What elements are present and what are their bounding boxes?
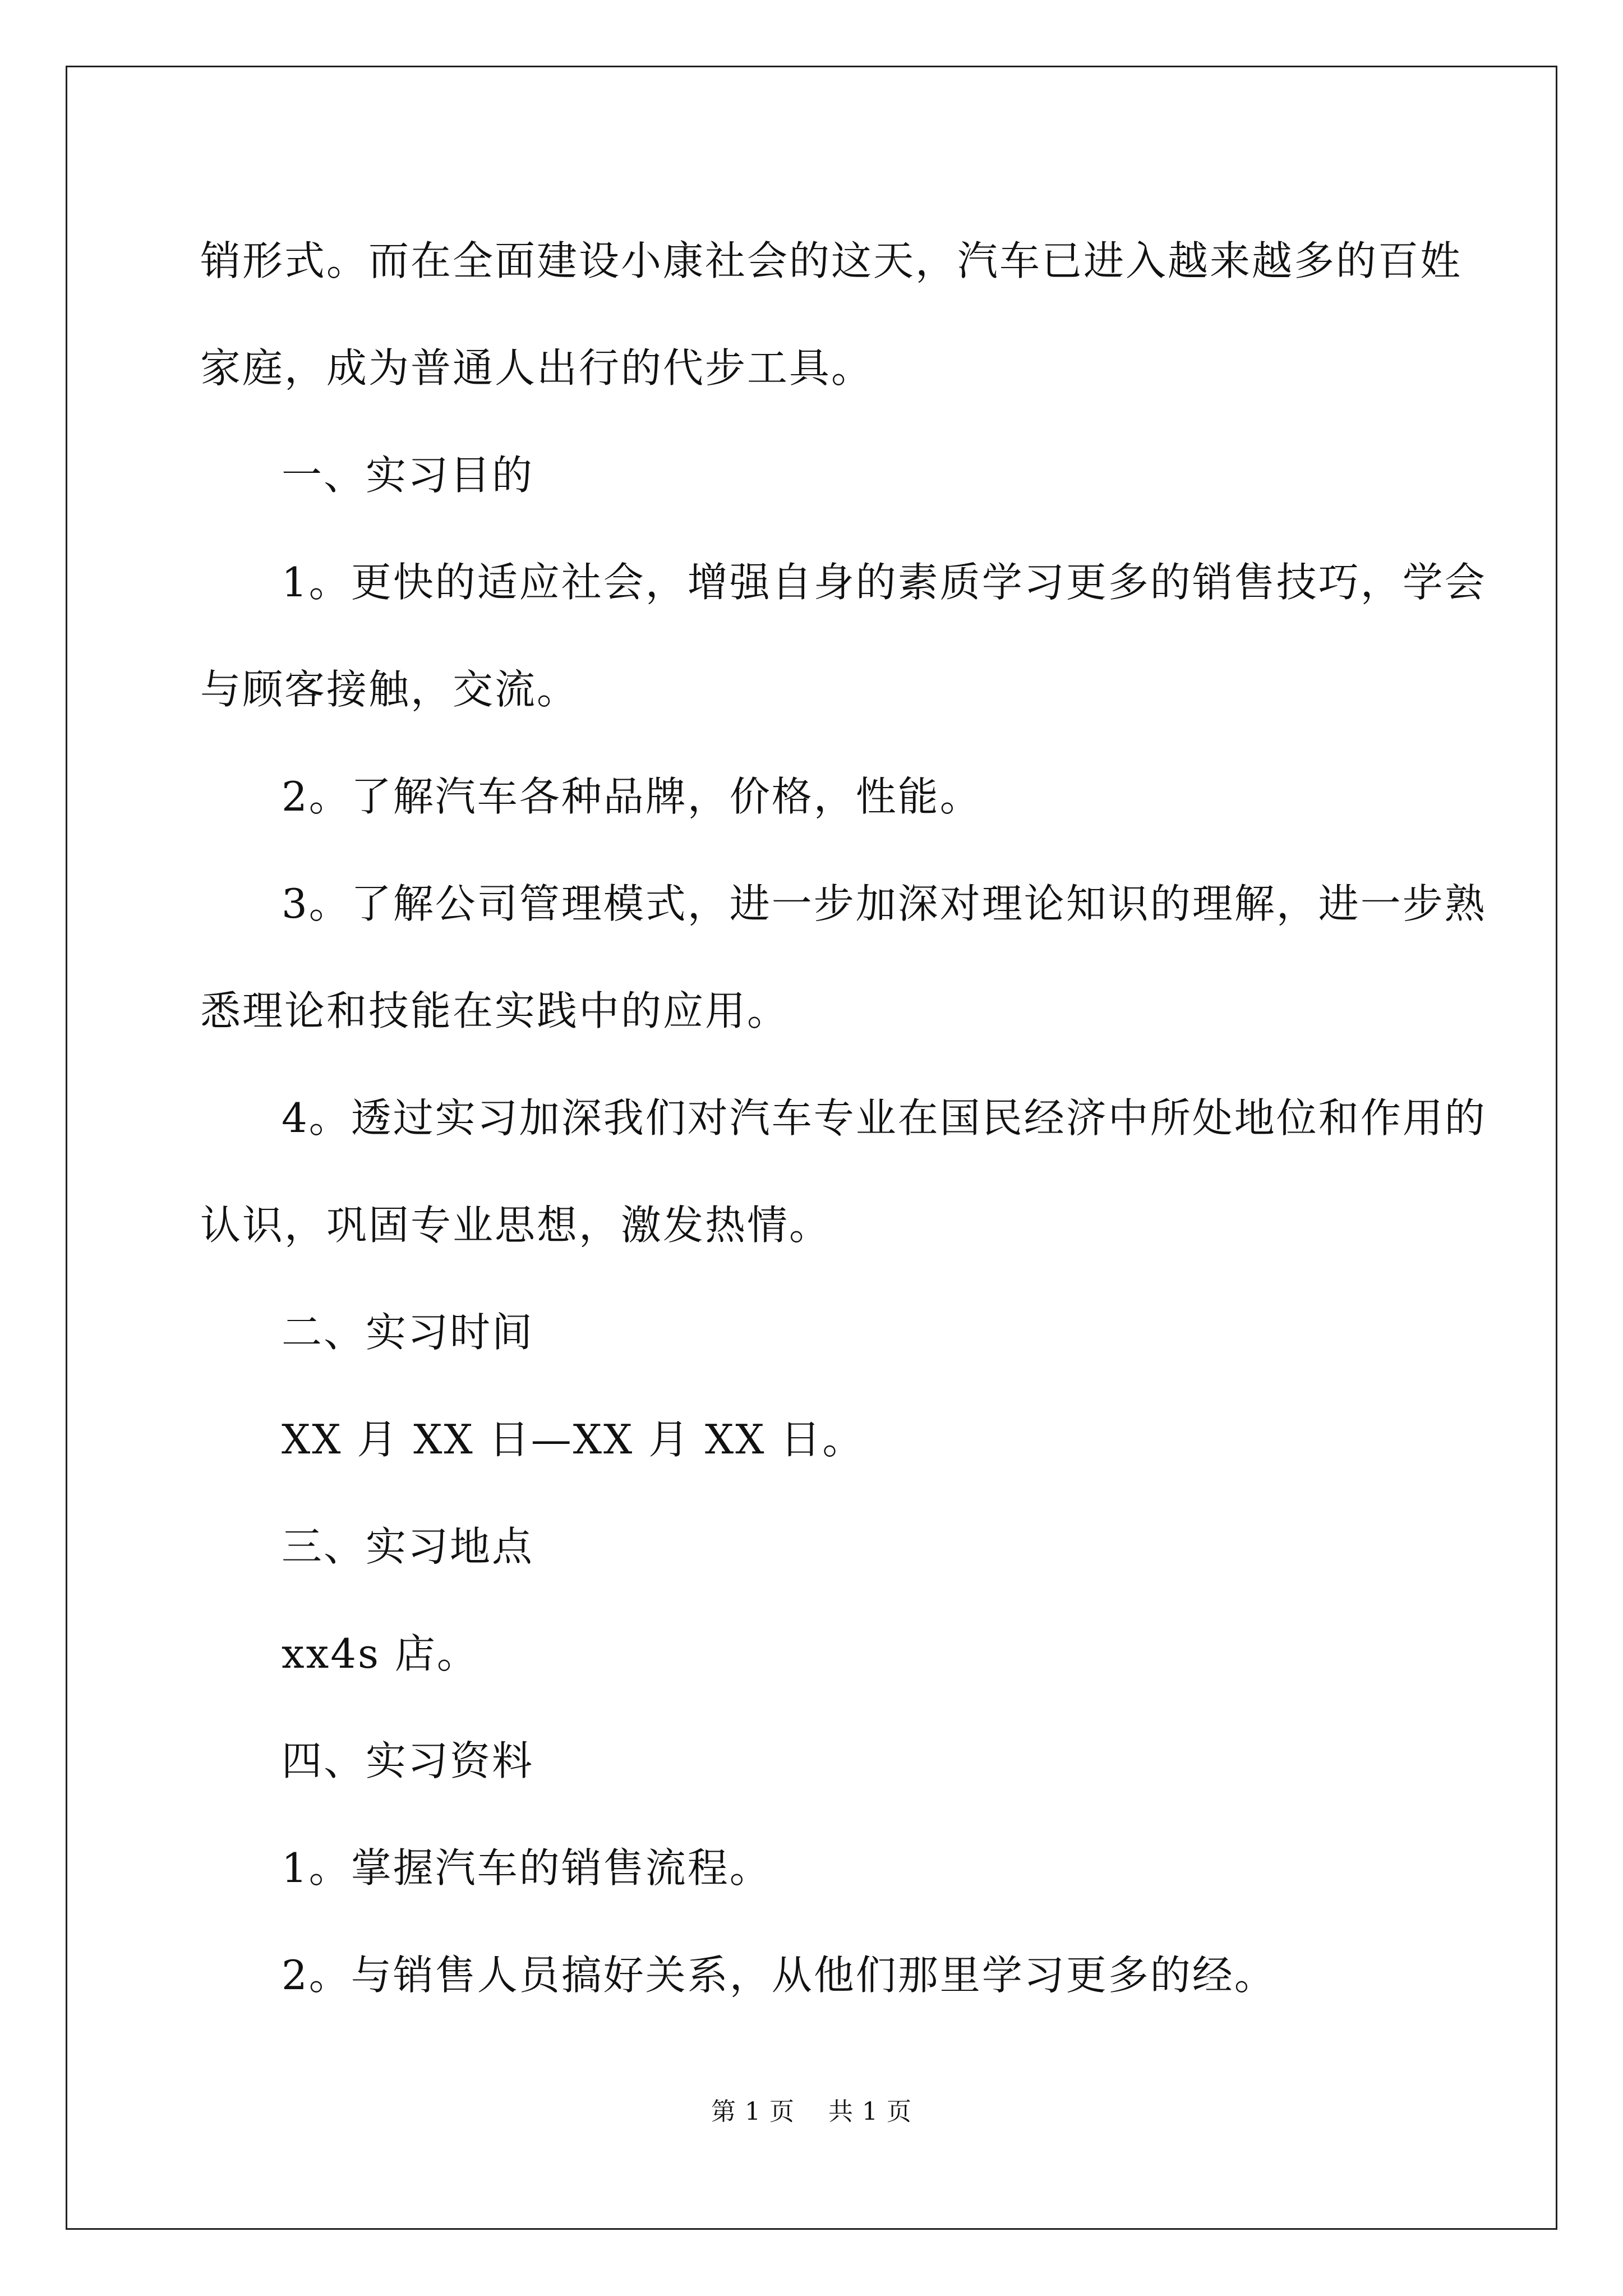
section-heading: 一、实习目的 [282,452,534,499]
body-line: 与顾客接触，交流。 [200,666,579,713]
body-line: XX 月 XX 日—XX 月 XX 日。 [282,1416,865,1463]
page-total: 共 1 页 [828,2097,912,2126]
section-heading: 四、实习资料 [282,1737,534,1784]
document-body [200,208,1487,2029]
body-line: xx4s 店。 [282,1630,479,1677]
body-line: 4。透过实习加深我们对汽车专业在国民经济中所处地位和作用的 [282,1094,1487,1142]
page-number: 第 1 页 [711,2097,795,2126]
section-heading: 三、实习地点 [282,1523,534,1570]
body-line: 1。掌握汽车的销售流程。 [282,1844,772,1892]
page-footer [0,2091,1623,2127]
body-line: 2。了解汽车各种品牌，价格，性能。 [282,773,982,820]
body-line: 悉理论和技能在实践中的应用。 [200,987,790,1034]
body-line: 家庭，成为普通人出行的代步工具。 [200,344,874,392]
section-heading: 二、实习时间 [282,1309,534,1356]
body-line: 1。更快的适应社会，增强自身的素质学习更多的销售技巧，学会 [282,559,1487,606]
body-line: 销形式。而在全面建设小康社会的这天，汽车已进入越来越多的百姓 [200,237,1463,284]
body-line: 2。与销售人员搞好关系，从他们那里学习更多的经。 [282,1952,1276,1999]
body-line: 3。了解公司管理模式，进一步加深对理论知识的理解，进一步熟 [282,880,1487,927]
body-line: 认识，巩固专业思想，激发热情。 [200,1202,832,1249]
